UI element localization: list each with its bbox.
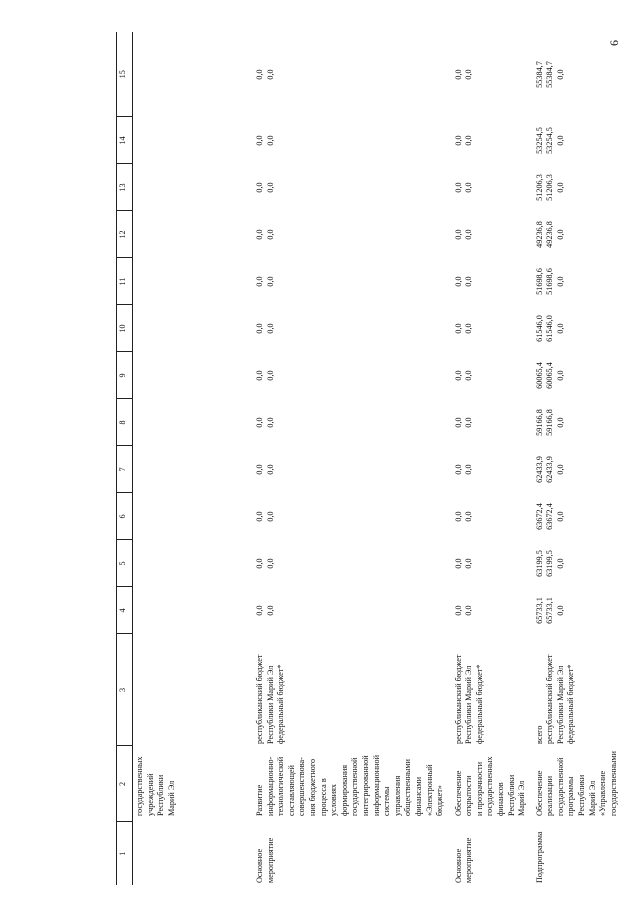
value-cell: 0,0 0,0 <box>255 69 275 80</box>
value-cell: 0,0 0,0 <box>255 605 275 616</box>
table-row <box>447 32 531 885</box>
value-cell: 0,0 0,0 <box>453 69 474 80</box>
value-cell: 51698,6 51698,6 0,0 <box>534 268 565 295</box>
value-cell: 0,0 0,0 <box>255 276 275 287</box>
funding-source: республиканский бюджет Республики Марий Эл федеральный бюджет* <box>255 654 286 744</box>
value-cell: 0,0 0,0 <box>255 511 275 522</box>
value-cell: 0,0 0,0 <box>255 417 275 428</box>
col-header-11: 11 <box>117 258 133 305</box>
value-cell: 0,0 0,0 <box>453 182 474 193</box>
value-cell: 0,0 0,0 <box>255 229 275 240</box>
value-cell: 63199,5 63199,5 0,0 <box>534 550 565 577</box>
value-cell: 65733,1 65733,1 0,0 <box>534 597 565 624</box>
value-cell: 0,0 0,0 <box>453 276 474 287</box>
item-name: Развитие информационно- технологической составляющей совершенствова- ния бюджетного процесса в условиях формирования государственной интегрированной информационной системы управления общественными финансами «Электронный бюджет» <box>255 755 445 816</box>
item-name: Обеспечение открытости и прозрачности государственных финансов Республики Марий Эл <box>453 756 527 816</box>
item-type: Подпрограмма <box>534 831 544 883</box>
value-cell: 0,0 0,0 <box>255 323 275 334</box>
value-cell: 55384,7 55384,7 0,0 <box>534 61 565 88</box>
col-header-12: 12 <box>117 211 133 258</box>
item-name: государственных учреждений Республики Марий Эл <box>135 756 176 816</box>
value-cell: 0,0 0,0 <box>255 558 275 569</box>
col-header-4: 4 <box>117 587 133 634</box>
table-row-continuation <box>133 32 210 885</box>
value-cell: 61546,0 61546,0 0,0 <box>534 315 565 342</box>
col-header-5: 5 <box>117 540 133 587</box>
col-header-9: 9 <box>117 352 133 399</box>
value-cell: 0,0 0,0 <box>453 370 474 381</box>
col-header-7: 7 <box>117 446 133 493</box>
col-header-15: 15 <box>117 32 133 117</box>
funding-source: республиканский бюджет Республики Марий Эл федеральный бюджет* <box>453 654 484 744</box>
value-cell: 53254,5 53254,5 0,0 <box>534 127 565 154</box>
value-cell: 60065,4 60065,4 0,0 <box>534 362 565 389</box>
budget-table <box>116 32 636 885</box>
col-header-8: 8 <box>117 399 133 446</box>
value-cell: 0,0 0,0 <box>255 135 275 146</box>
item-type: Основное мероприятие <box>255 837 275 883</box>
value-cell: 0,0 0,0 <box>453 417 474 428</box>
value-cell: 0,0 0,0 <box>453 464 474 475</box>
value-cell: 49236,8 49236,8 0,0 <box>534 221 565 248</box>
col-header-6: 6 <box>117 493 133 540</box>
rotated-table-container <box>116 35 636 885</box>
col-header-13: 13 <box>117 164 133 211</box>
value-cell: 0,0 0,0 <box>453 229 474 240</box>
col-header-3: 3 <box>117 634 133 746</box>
value-cell: 51206,3 51206,3 0,0 <box>534 174 565 201</box>
value-cell: 59166,8 59166,8 0,0 <box>534 409 565 436</box>
value-cell: 0,0 0,0 <box>255 464 275 475</box>
col-header-10: 10 <box>117 305 133 352</box>
value-cell: 0,0 0,0 <box>255 370 275 381</box>
item-name: Обеспечение реализации государственной программы Республики Марий Эл «Управление государственными <box>534 751 618 816</box>
value-cell: 0,0 0,0 <box>453 511 474 522</box>
value-cell: 0,0 0,0 <box>255 182 275 193</box>
value-cell: 0,0 0,0 <box>453 323 474 334</box>
table-row <box>531 32 636 885</box>
funding-source: всего республиканский бюджет Республики Марий Эл федеральный бюджет* <box>534 654 576 744</box>
value-cell: 63672,4 63672,4 0,0 <box>534 503 565 530</box>
col-header-14: 14 <box>117 117 133 164</box>
page-number: 6 <box>607 40 621 46</box>
value-cell: 0,0 0,0 <box>453 558 474 569</box>
header-row <box>117 32 133 885</box>
value-cell: 0,0 0,0 <box>453 605 474 616</box>
item-type: Основное мероприятие <box>453 837 474 883</box>
col-header-1: 1 <box>117 822 133 885</box>
col-header-2: 2 <box>117 746 133 822</box>
value-cell: 62433,9 62433,9 0,0 <box>534 456 565 483</box>
value-cell: 0,0 0,0 <box>453 135 474 146</box>
table-row <box>209 32 447 885</box>
